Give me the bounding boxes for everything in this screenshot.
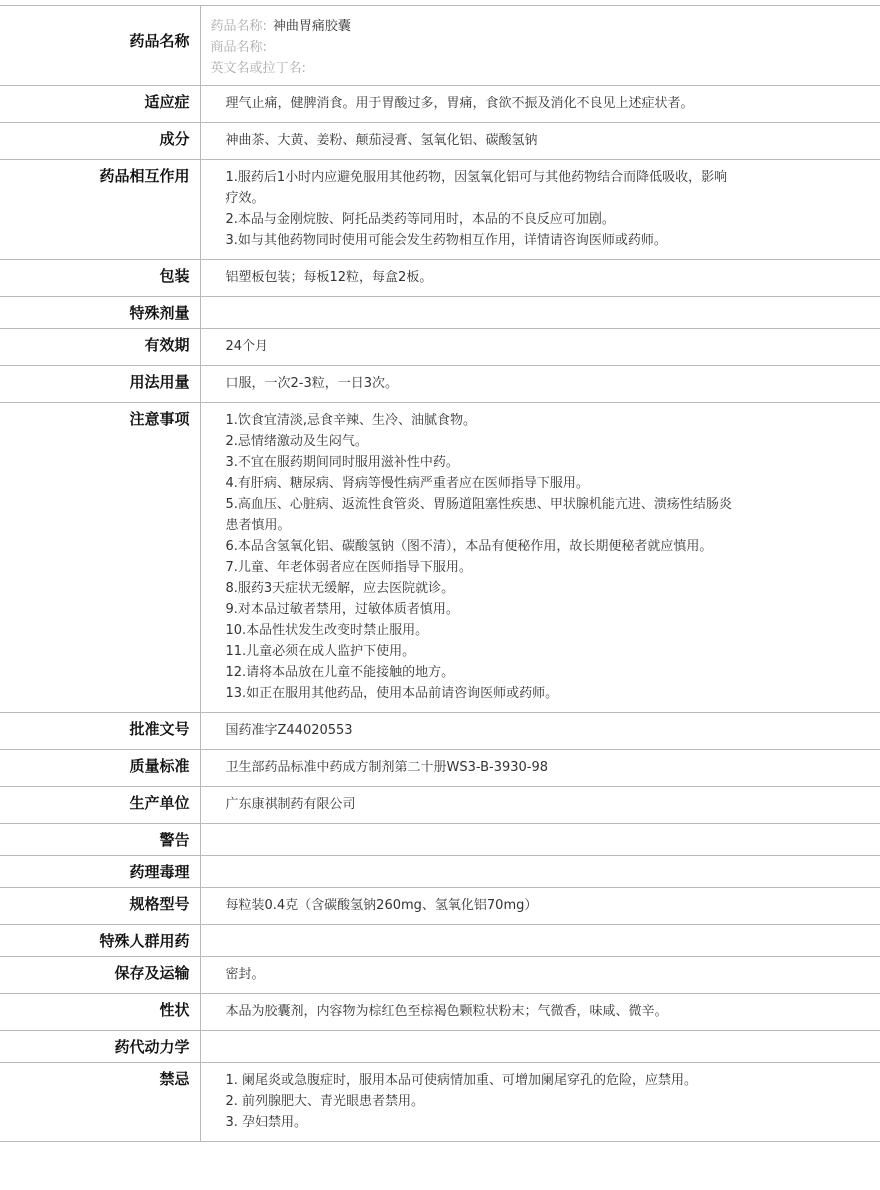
description-value: 本品为胶囊剂，内容物为棕红色至棕褐色颗粒状粉末；气微香，味咸、微辛。 xyxy=(200,994,880,1031)
interactions-line: 2.本品与金刚烷胺、阿托品类药等同用时，本品的不良反应可加剧。 xyxy=(225,212,615,227)
row-precautions xyxy=(0,403,880,713)
row-pharmacology xyxy=(0,856,880,888)
special-dosage-label: 特殊剂量 xyxy=(0,297,200,329)
interactions-line: 3.如与其他药物同时使用可能会发生药物相互作用，详情请咨询医师或药师。 xyxy=(225,233,667,248)
row-usage xyxy=(0,366,880,403)
precautions-line: 11.儿童必须在成人监护下使用。 xyxy=(225,644,416,659)
precautions-line: 3.不宜在服药期间同时服用滋补性中药。 xyxy=(225,455,459,470)
approval-no-label: 批准文号 xyxy=(0,713,200,750)
drug-name-label: 药品名称 xyxy=(0,6,200,86)
pharmacokinetics-label: 药代动力学 xyxy=(0,1031,200,1063)
storage-value: 密封。 xyxy=(200,957,880,994)
specification-label: 规格型号 xyxy=(0,888,200,925)
row-pharmacokinetics xyxy=(0,1031,880,1063)
precautions-line: 6.本品含氢氧化铝、碳酸氢钠（图不清），本品有便秘作用，故长期便秘者就应慎用。 xyxy=(225,539,713,554)
contraindications-label: 禁忌 xyxy=(0,1063,200,1142)
quality-standard-value: 卫生部药品标准中药成方制剂第二十册WS3-B-3930-98 xyxy=(200,750,880,787)
contraindications-line: 2. 前列腺肥大、青光眼患者禁用。 xyxy=(225,1094,425,1109)
trade-name-key: 商品名称: xyxy=(210,40,267,55)
quality-standard-label: 质量标准 xyxy=(0,750,200,787)
drug-name-value: 神曲胃痛胶囊 xyxy=(272,19,351,34)
indications-value: 理气止痛，健脾消食。用于胃酸过多，胃痛，食欲不振及消化不良见上述症状者。 xyxy=(200,86,880,123)
interactions-value xyxy=(200,160,880,260)
special-dosage-value xyxy=(200,297,880,329)
description-label: 性状 xyxy=(0,994,200,1031)
precautions-line: 12.请将本品放在儿童不能接触的地方。 xyxy=(225,665,455,680)
interactions-line: 疗效。 xyxy=(225,191,265,206)
shelf-life-label: 有效期 xyxy=(0,329,200,366)
row-special-dosage xyxy=(0,297,880,329)
contraindications-line: 1. 阑尾炎或急腹症时，服用本品可使病情加重、可增加阑尾穿孔的危险，应禁用。 xyxy=(225,1073,698,1088)
approval-no-value: 国药准字Z44020553 xyxy=(200,713,880,750)
english-name-key: 英文名或拉丁名: xyxy=(210,61,306,76)
usage-label: 用法用量 xyxy=(0,366,200,403)
precautions-line: 13.如正在服用其他药品，使用本品前请咨询医师或药师。 xyxy=(225,686,559,701)
row-special-population xyxy=(0,925,880,957)
warning-label: 警告 xyxy=(0,824,200,856)
drug-name-key: 药品名称: xyxy=(210,19,267,34)
manufacturer-label: 生产单位 xyxy=(0,787,200,824)
interactions-label: 药品相互作用 xyxy=(0,160,200,260)
usage-value: 口服，一次2-3粒，一日3次。 xyxy=(200,366,880,403)
pharmacokinetics-value xyxy=(200,1031,880,1063)
precautions-line: 患者慎用。 xyxy=(225,518,291,533)
precautions-line: 2.忌情绪激动及生闷气。 xyxy=(225,434,368,449)
row-packaging xyxy=(0,260,880,297)
indications-label: 适应症 xyxy=(0,86,200,123)
pharmacology-label: 药理毒理 xyxy=(0,856,200,888)
row-interactions xyxy=(0,160,880,260)
shelf-life-value: 24个月 xyxy=(200,329,880,366)
manufacturer-value: 广东康祺制药有限公司 xyxy=(200,787,880,824)
row-approval-no xyxy=(0,713,880,750)
precautions-label: 注意事项 xyxy=(0,403,200,713)
interactions-line: 1.服药后1小时内应避免服用其他药物，因氢氧化铝可与其他药物结合而降低吸收，影响 xyxy=(225,170,728,185)
ingredients-label: 成分 xyxy=(0,123,200,160)
row-specification xyxy=(0,888,880,925)
ingredients-value: 神曲茶、大黄、姜粉、颠茄浸膏、氢氧化铝、碳酸氢钠 xyxy=(200,123,880,160)
special-population-value xyxy=(200,925,880,957)
precautions-line: 4.有肝病、糖尿病、肾病等慢性病严重者应在医师指导下服用。 xyxy=(225,476,589,491)
row-storage xyxy=(0,957,880,994)
drug-name-cell xyxy=(200,6,880,86)
row-warning xyxy=(0,824,880,856)
row-quality-standard xyxy=(0,750,880,787)
precautions-line: 5.高血压、心脏病、返流性食管炎、胃肠道阻塞性疾患、甲状腺机能亢进、溃疡性结肠炎 xyxy=(225,497,732,512)
row-description xyxy=(0,994,880,1031)
row-shelf-life xyxy=(0,329,880,366)
row-manufacturer xyxy=(0,787,880,824)
storage-label: 保存及运输 xyxy=(0,957,200,994)
drug-spec-table xyxy=(0,5,880,1142)
packaging-value: 铝塑板包装；每板12粒，每盒2板。 xyxy=(200,260,880,297)
precautions-line: 1.饮食宜清淡,忌食辛辣、生冷、油腻食物。 xyxy=(225,413,477,428)
row-indications xyxy=(0,86,880,123)
row-contraindications xyxy=(0,1063,880,1142)
specification-value: 每粒装0.4克（含碳酸氢钠260mg、氢氧化铝70mg） xyxy=(200,888,880,925)
packaging-label: 包装 xyxy=(0,260,200,297)
precautions-value xyxy=(200,403,880,713)
warning-value xyxy=(200,824,880,856)
precautions-line: 9.对本品过敏者禁用，过敏体质者慎用。 xyxy=(225,602,459,617)
precautions-line: 10.本品性状发生改变时禁止服用。 xyxy=(225,623,429,638)
contraindications-line: 3. 孕妇禁用。 xyxy=(225,1115,308,1130)
special-population-label: 特殊人群用药 xyxy=(0,925,200,957)
row-drug-name xyxy=(0,6,880,86)
pharmacology-value xyxy=(200,856,880,888)
row-ingredients xyxy=(0,123,880,160)
precautions-line: 8.服药3天症状无缓解，应去医院就诊。 xyxy=(225,581,455,596)
precautions-line: 7.儿童、年老体弱者应在医师指导下服用。 xyxy=(225,560,472,575)
contraindications-value xyxy=(200,1063,880,1142)
